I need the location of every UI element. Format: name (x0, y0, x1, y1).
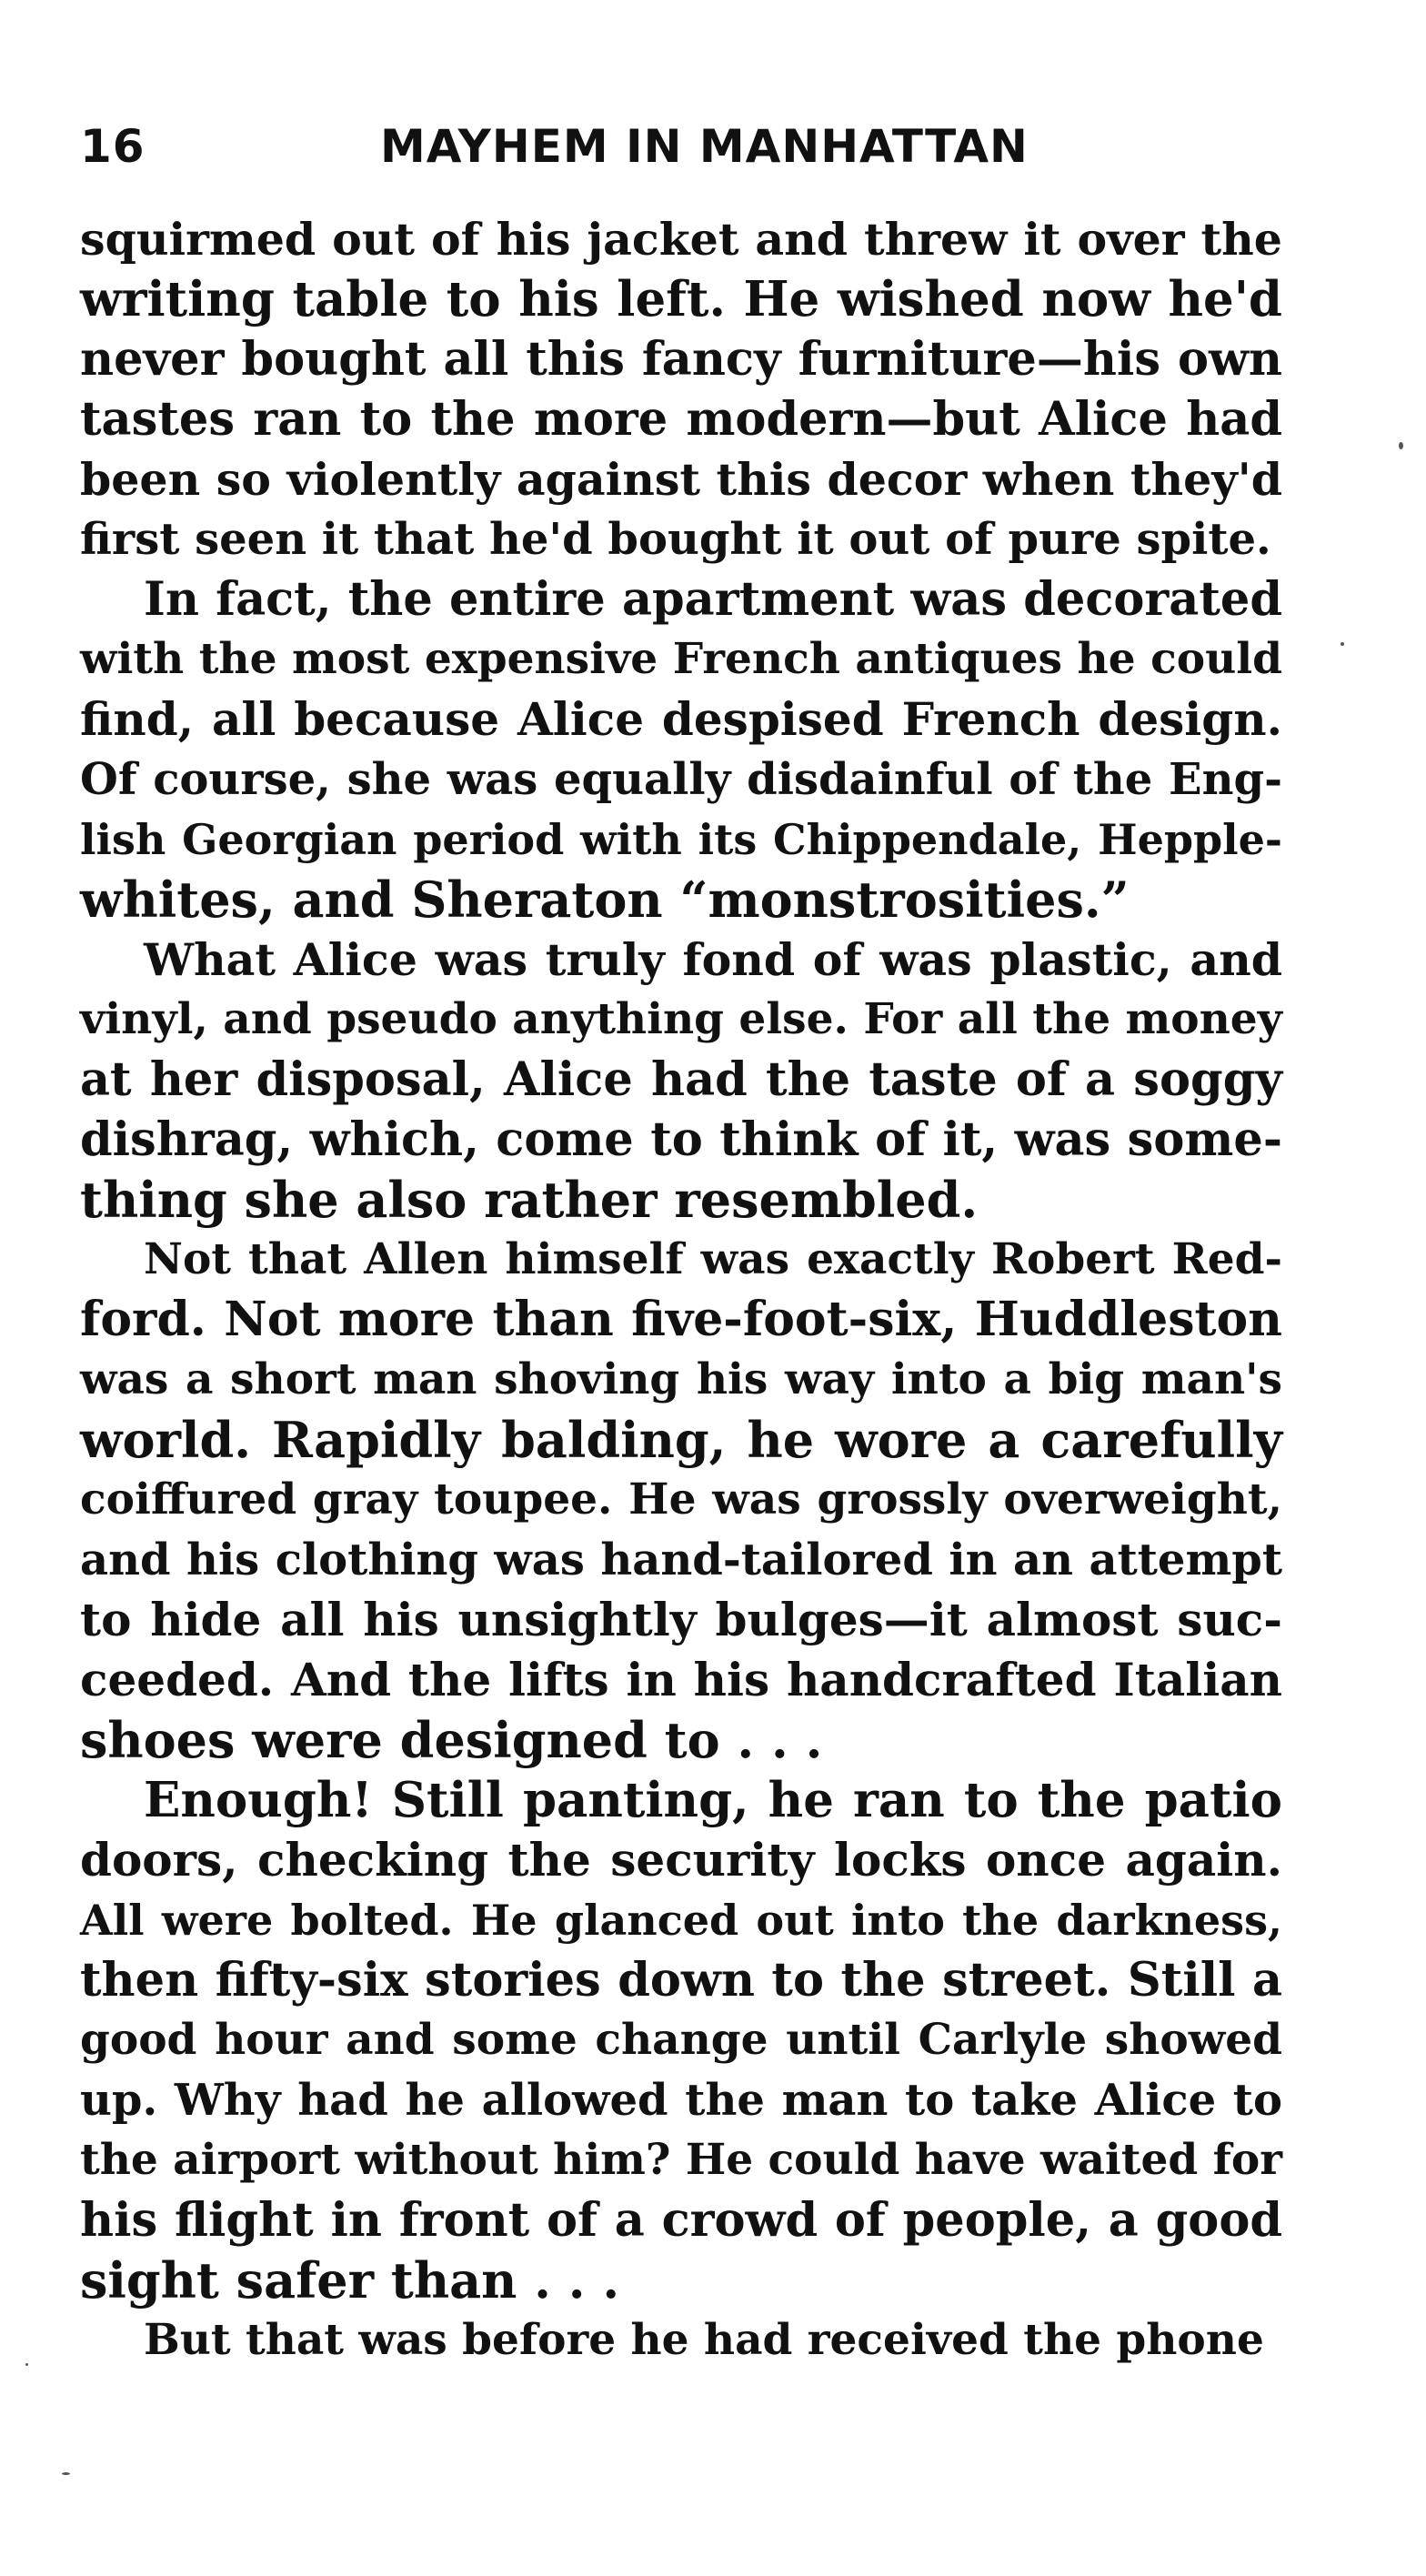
text-line: his flight in front of a crowd of people, a good (80, 2193, 1282, 2248)
text-line: been so violently against this decor when they'd (80, 453, 1282, 506)
text-line: to hide all his unsightly bulges—it almost suc- (80, 1593, 1282, 1646)
scan-speck (1399, 442, 1403, 449)
scan-speck (25, 2363, 28, 2366)
text-line: Of course, she was equally disdainful of the Eng- (80, 754, 1282, 805)
text-line: In fact, the entire apartment was decorated (144, 572, 1282, 627)
text-line: tastes ran to the more modern—but Alice had (80, 392, 1282, 447)
page-header (80, 120, 1280, 184)
text-line: was a short man shoving his way into a big man's (80, 1354, 1282, 1404)
text-line: with the most expensive French antiques he could (80, 634, 1282, 684)
text-line: whites, and Sheraton “monstrosities.” (80, 870, 1130, 929)
page-number: 16 (80, 120, 146, 173)
text-line: at her disposal, Alice had the taste of a soggy (80, 1052, 1282, 1107)
text-line: coiffured gray toupee. He was grossly overweight, (80, 1474, 1282, 1524)
text-line: All were bolted. He glanced out into the darkness, (80, 1896, 1282, 1945)
text-line: vinyl, and pseudo anything else. For all the money (80, 994, 1282, 1044)
text-line: good hour and some change until Carlyle showed (80, 2015, 1282, 2065)
text-line: sight safer than . . . (80, 2251, 620, 2309)
text-line: ford. Not more than five-foot-six, Huddleston (80, 1292, 1282, 1347)
text-line: first seen it that he'd bought it out of pure spite. (80, 514, 1271, 565)
text-line: writing table to his left. He wished now he'd (80, 271, 1282, 327)
text-line: thing she also rather resembled. (80, 1171, 979, 1229)
text-line: lish Georgian period with its Chippendale, Hepple- (80, 815, 1282, 864)
text-line: never bought all this fancy furniture—his own (80, 332, 1282, 387)
text-line: What Alice was truly fond of was plastic, and (144, 933, 1282, 986)
text-line: shoes were designed to . . . (80, 1711, 823, 1769)
scan-speck (62, 2472, 70, 2475)
body-text (80, 209, 1282, 2370)
text-line: Enough! Still panting, he ran to the patio (144, 1772, 1282, 1828)
text-line: and his clothing was hand-tailored in an attempt (80, 1535, 1282, 1585)
text-line: ceeded. And the lifts in his handcrafted Italian (80, 1653, 1282, 1706)
text-line: dishrag, which, come to think of it, was some- (80, 1112, 1282, 1167)
text-line: then fifty-six stories down to the street. Still a (80, 1953, 1282, 2007)
text-line: find, all because Alice despised French design. (80, 692, 1282, 746)
text-line: up. Why had he allowed the man to take Alice to (80, 2075, 1282, 2126)
scan-speck (1341, 642, 1344, 646)
running-head: MAYHEM IN MANHATTAN (380, 120, 1029, 173)
text-line: world. Rapidly balding, he wore a carefully (80, 1411, 1282, 1469)
text-line: the airport without him? He could have waited for (80, 2135, 1282, 2185)
text-line: Not that Allen himself was exactly Robert Red- (144, 1234, 1282, 1284)
text-line: But that was before he had received the phone (144, 2315, 1264, 2365)
text-line: squirmed out of his jacket and threw it over the (80, 213, 1282, 266)
text-line: doors, checking the security locks once again. (80, 1833, 1282, 1887)
